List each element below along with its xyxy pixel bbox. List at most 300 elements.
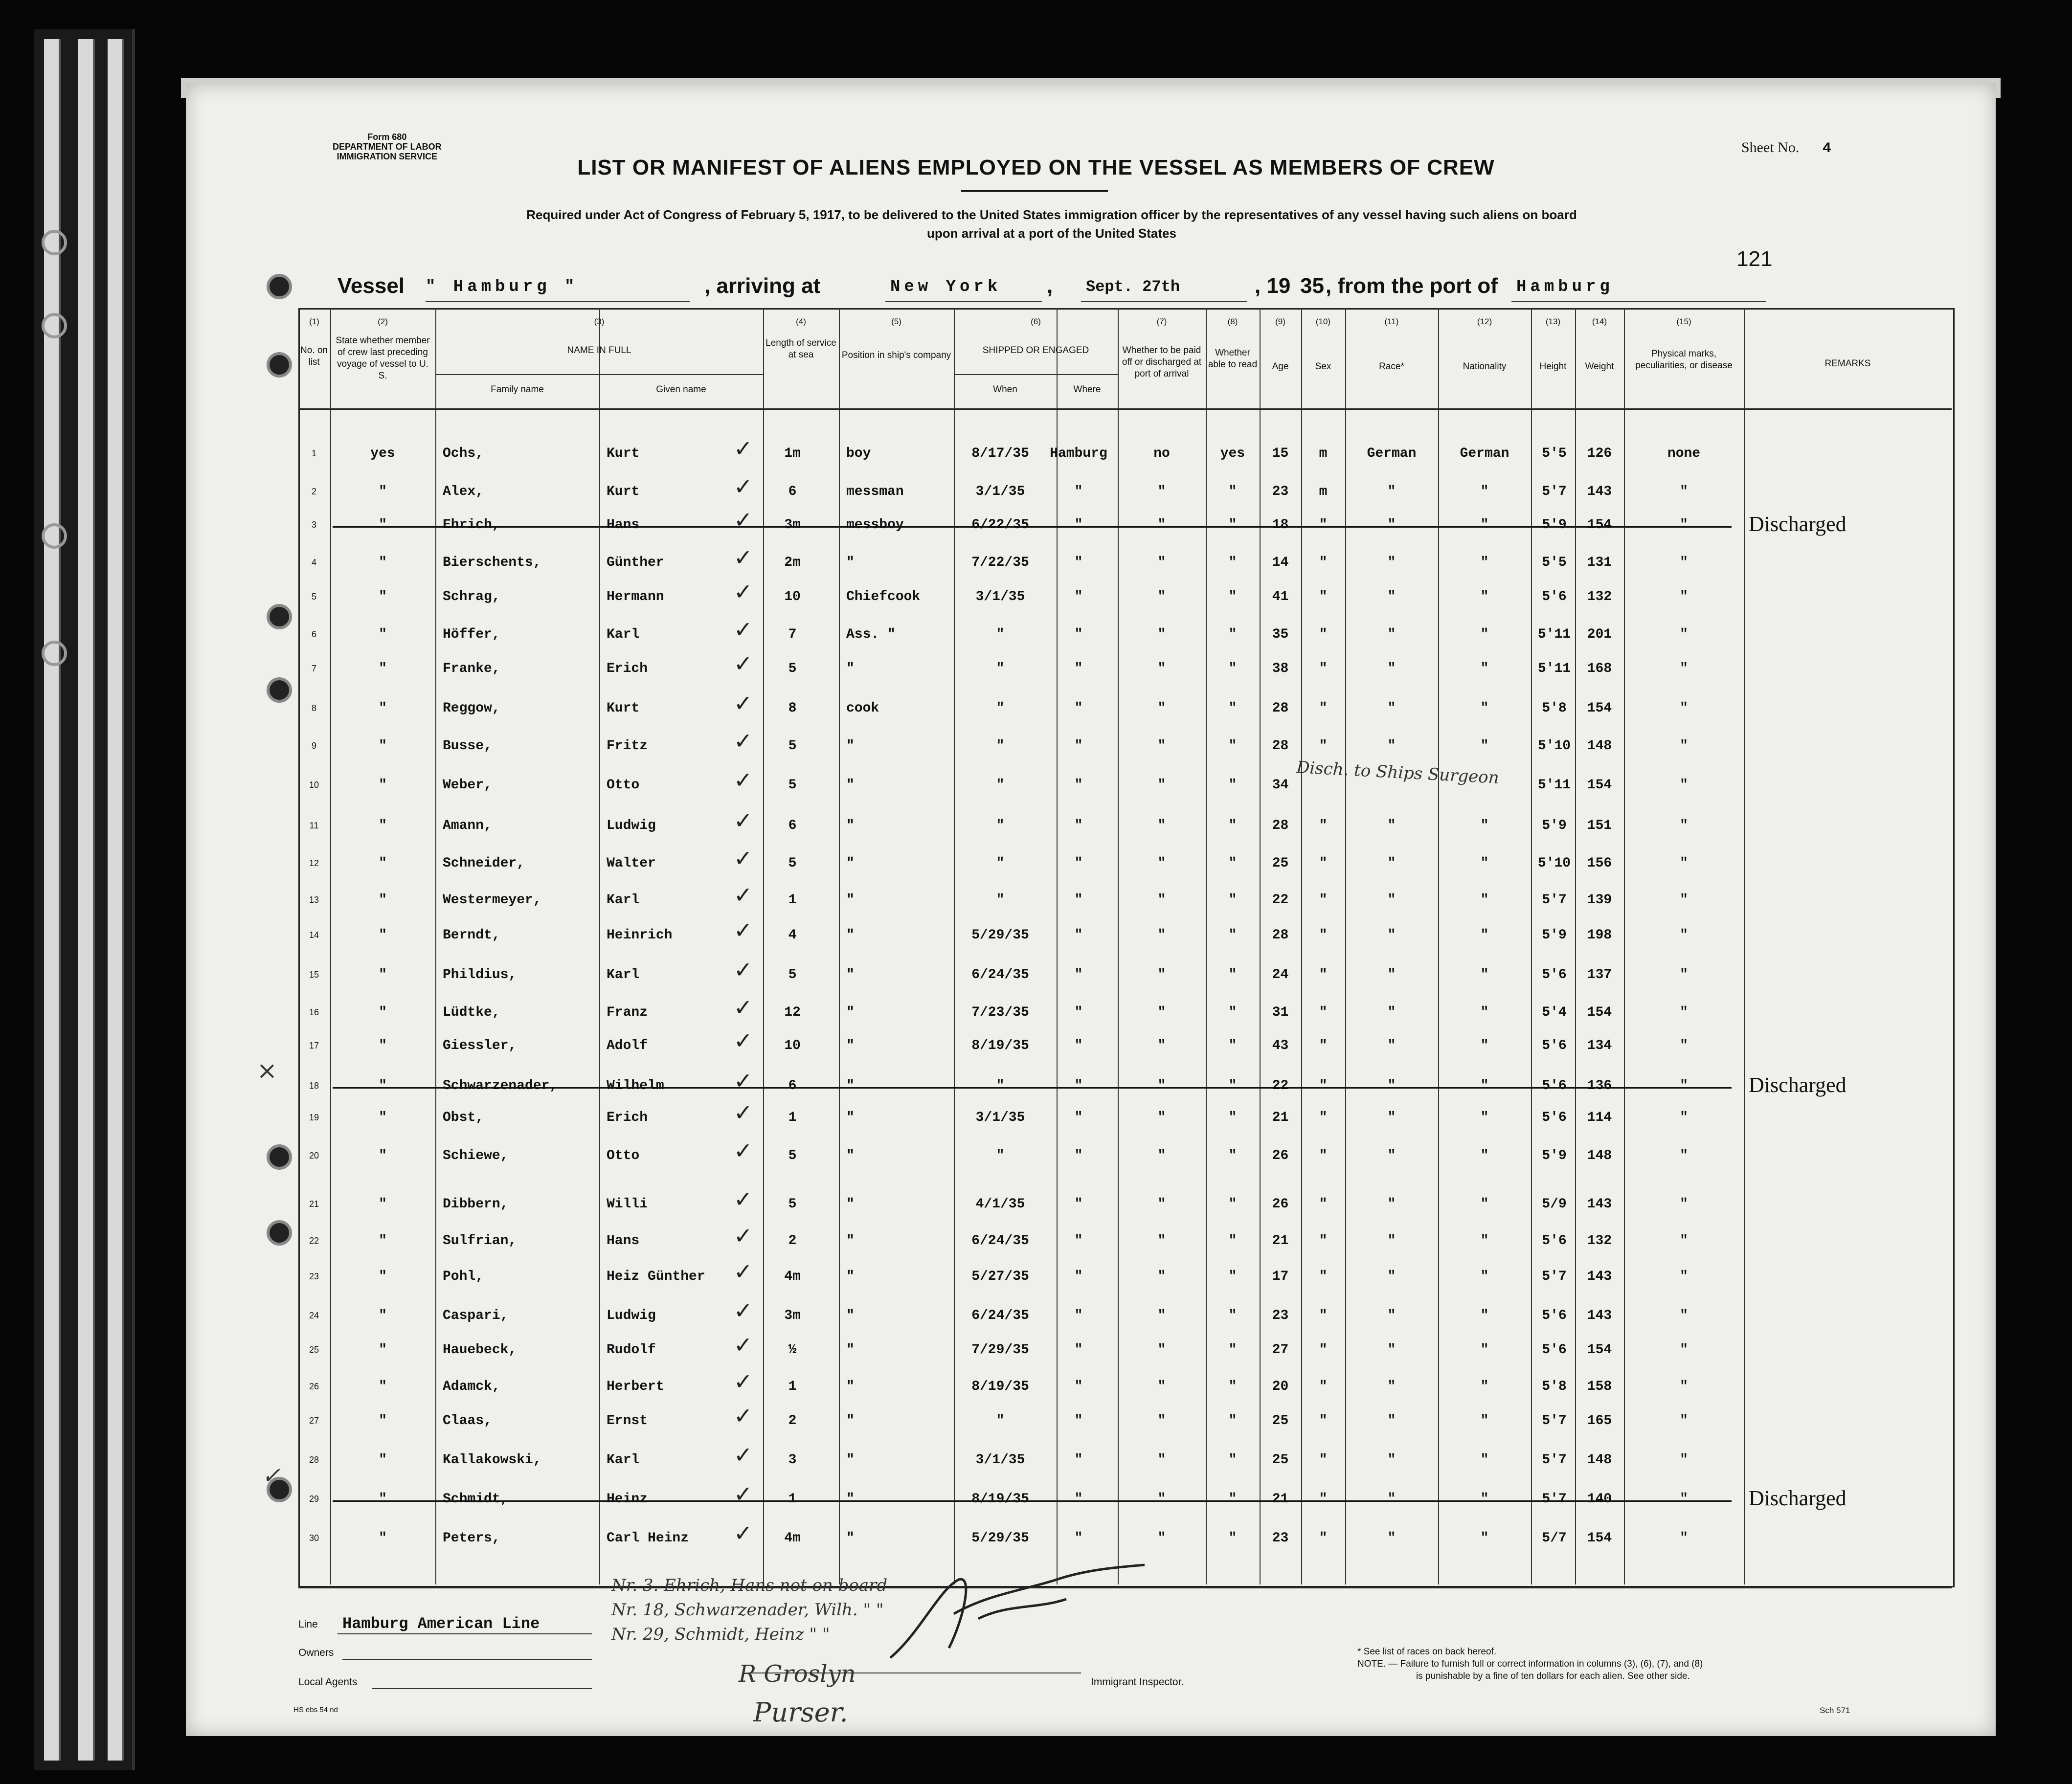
cell-when: 3/1/35: [975, 589, 1025, 604]
cell-weight: 168: [1587, 661, 1612, 676]
col-divider: [1206, 308, 1207, 1584]
cell-position: messman: [846, 484, 904, 499]
cell-service: 3m: [784, 1308, 801, 1323]
cell-sex: ": [1319, 967, 1328, 982]
cell-position: ": [846, 1233, 855, 1249]
cell-sex: ": [1319, 1413, 1328, 1428]
cell-family: Obst,: [443, 1110, 484, 1125]
cell-service: 4m: [784, 1531, 801, 1546]
cell-marks: ": [1680, 1197, 1688, 1212]
cell-paid: ": [1157, 661, 1166, 676]
cell-prev: ": [379, 1452, 387, 1468]
cell-prev: ": [379, 701, 387, 716]
row-number: 8: [311, 703, 316, 713]
manifest-table: [298, 308, 1955, 1587]
cell-age: 14: [1272, 555, 1289, 570]
cell-position: ": [846, 818, 855, 833]
cell-given: Kurt: [607, 701, 640, 716]
col-header-read: Whether able to read: [1208, 348, 1258, 370]
cell-prev: ": [379, 1078, 387, 1093]
line-value: Hamburg American Line: [342, 1615, 540, 1633]
cell-weight: 154: [1587, 1005, 1612, 1020]
cell-where: ": [1074, 1492, 1083, 1507]
cell-height: 5'9: [1542, 517, 1567, 533]
cell-when: 7/22/35: [971, 555, 1029, 570]
row-number: 17: [309, 1041, 319, 1050]
cell-marks: ": [1680, 1110, 1688, 1125]
cell-nat: ": [1480, 1531, 1489, 1546]
cell-sex: ": [1319, 555, 1328, 570]
cell-weight: 143: [1587, 484, 1612, 499]
check-mark: ✓: [734, 957, 753, 983]
cell-read: ": [1228, 1197, 1237, 1212]
cell-marks: ": [1680, 701, 1688, 716]
handwritten-footnote: Nr. 18, Schwarzenader, Wilh. " ": [611, 1600, 884, 1620]
cell-position: ": [846, 661, 855, 676]
cell-nat: ": [1480, 1038, 1489, 1053]
row-number: 25: [309, 1345, 319, 1355]
col-divider: [330, 308, 331, 1584]
cell-age: 31: [1272, 1005, 1289, 1020]
cell-service: 8: [788, 701, 797, 716]
check-mark: ✓: [734, 1186, 753, 1212]
cell-read: ": [1228, 555, 1237, 570]
cell-family: Schiewe,: [443, 1148, 509, 1163]
subheader-rule: [435, 374, 763, 375]
cell-read: ": [1228, 627, 1237, 642]
document-subtitle: [440, 205, 1663, 243]
cell-family: Phildius,: [443, 967, 517, 982]
cell-prev: ": [379, 1492, 387, 1507]
cell-family: Kallakowski,: [443, 1452, 541, 1468]
cell-when: ": [996, 701, 1005, 716]
cell-nat: ": [1480, 555, 1489, 570]
cell-read: ": [1228, 738, 1237, 754]
col-header-prev-voyage: State whether member of crew last preceding voyage of vessel to U. S.: [336, 335, 430, 381]
check-mark: ✓: [734, 1297, 753, 1324]
cell-given: Heinrich: [607, 928, 673, 943]
cell-when: 7/29/35: [971, 1342, 1029, 1358]
cell-sex: ": [1319, 1038, 1328, 1053]
cell-service: 6: [788, 484, 797, 499]
remark-discharged: Discharged: [1749, 512, 1847, 536]
col-header-when: When: [993, 384, 1017, 395]
vessel-line: [338, 274, 405, 298]
cell-read: ": [1228, 1452, 1237, 1468]
department-label: DEPARTMENT OF LABOR: [333, 142, 442, 152]
title-rule: [961, 190, 1108, 192]
cell-read: ": [1228, 1531, 1237, 1546]
cell-race: ": [1387, 1197, 1396, 1212]
cell-sex: ": [1319, 1269, 1328, 1284]
cell-height: 5'7: [1542, 484, 1567, 499]
cell-read: ": [1228, 1342, 1237, 1358]
cell-family: Schwarzenader,: [443, 1078, 558, 1093]
cell-when: 6/24/35: [971, 1233, 1029, 1249]
cell-given: Ludwig: [607, 1308, 656, 1323]
cell-where: ": [1074, 627, 1083, 642]
cell-given: Heinz: [607, 1492, 648, 1507]
cell-given: Herbert: [607, 1379, 664, 1394]
remark-discharged: Discharged: [1749, 1073, 1847, 1097]
col-num-3: (3): [594, 317, 605, 326]
cell-given: Walter: [607, 856, 656, 871]
cell-where: ": [1074, 1233, 1083, 1249]
cell-height: 5'9: [1542, 818, 1567, 833]
col-header-height: Height: [1539, 361, 1567, 372]
cell-height: 5'6: [1542, 1110, 1567, 1125]
cell-age: 25: [1272, 1452, 1289, 1468]
cell-prev: ": [379, 1110, 387, 1125]
cell-position: ": [846, 1148, 855, 1163]
cell-paid: ": [1157, 1038, 1166, 1053]
cell-age: 20: [1272, 1379, 1289, 1394]
cell-nat: ": [1480, 1413, 1489, 1428]
cell-prev: ": [379, 892, 387, 908]
col-num-6: (6): [1031, 317, 1041, 326]
cell-sex: ": [1319, 1342, 1328, 1358]
cell-given: Willi: [607, 1197, 648, 1212]
binder-hole: [42, 641, 67, 666]
cell-nat: ": [1480, 1148, 1489, 1163]
row-number: 1: [311, 448, 316, 458]
cell-position: ": [846, 1197, 855, 1212]
check-mark: ✓: [734, 994, 753, 1021]
cell-position: cook: [846, 701, 879, 716]
strikethrough-line: [333, 1087, 1732, 1089]
cell-weight: 148: [1587, 738, 1612, 754]
underline: [426, 301, 690, 302]
cell-position: ": [846, 1078, 855, 1093]
cell-race: ": [1387, 1379, 1396, 1394]
col-header-nationality: Nationality: [1463, 361, 1507, 372]
cell-service: 10: [784, 1038, 801, 1053]
cell-race: ": [1387, 1413, 1396, 1428]
col-header-weight: Weight: [1585, 361, 1614, 372]
check-mark: ✓: [734, 845, 753, 871]
cell-prev: ": [379, 1531, 387, 1546]
cell-sex: ": [1319, 856, 1328, 871]
row-number: 16: [309, 1007, 319, 1017]
cell-age: 26: [1272, 1197, 1289, 1212]
cell-weight: 143: [1587, 1308, 1612, 1323]
cell-sex: ": [1319, 589, 1328, 604]
cell-family: Ochs,: [443, 446, 484, 461]
cell-marks: ": [1680, 1379, 1688, 1394]
cell-weight: 132: [1587, 1233, 1612, 1249]
binder-hole: [42, 230, 67, 255]
cell-prev: ": [379, 928, 387, 943]
cell-prev: ": [379, 589, 387, 604]
cell-nat: ": [1480, 1269, 1489, 1284]
row-number: 30: [309, 1533, 319, 1543]
cell-read: ": [1228, 818, 1237, 833]
cell-where: ": [1074, 738, 1083, 754]
cell-service: 3: [788, 1452, 797, 1468]
cell-marks: ": [1680, 517, 1688, 533]
cell-height: 5/7: [1542, 1531, 1567, 1546]
cell-weight: 154: [1587, 701, 1612, 716]
row-number: 11: [309, 821, 319, 830]
margin-check-mark: ✓: [262, 1462, 281, 1489]
cell-weight: 198: [1587, 928, 1612, 943]
cell-race: ": [1387, 1531, 1396, 1546]
cell-paid: ": [1157, 701, 1166, 716]
cell-position: ": [846, 1452, 855, 1468]
cell-marks: ": [1680, 1342, 1688, 1358]
cell-where: ": [1074, 555, 1083, 570]
cell-marks: ": [1680, 1005, 1688, 1020]
cell-position: ": [846, 1531, 855, 1546]
cell-where: ": [1074, 778, 1083, 793]
cell-where: ": [1074, 1531, 1083, 1546]
col-divider: [954, 308, 955, 1584]
cell-paid: ": [1157, 1110, 1166, 1125]
cell-height: 5'11: [1537, 627, 1571, 642]
cell-height: 5'7: [1542, 892, 1567, 908]
cell-service: 2: [788, 1413, 797, 1428]
cell-read: ": [1228, 484, 1237, 499]
col-num-9: (9): [1275, 317, 1285, 326]
cell-prev: ": [379, 1148, 387, 1163]
check-mark: ✓: [734, 1403, 753, 1429]
cell-read: yes: [1220, 446, 1245, 461]
cell-nat: ": [1480, 1078, 1489, 1093]
header-rule: [298, 408, 1952, 410]
cell-nat: ": [1480, 1379, 1489, 1394]
cell-paid: ": [1157, 1078, 1166, 1093]
cell-age: 22: [1272, 1078, 1289, 1093]
cell-nat: ": [1480, 1308, 1489, 1323]
cell-position: ": [846, 1269, 855, 1284]
cell-when: 6/24/35: [971, 967, 1029, 982]
col-header-paid-off: Whether to be paid off or discharged at port of arrival: [1122, 345, 1202, 379]
punch-hole: [267, 352, 292, 378]
cell-weight: 134: [1587, 1038, 1612, 1053]
cell-sex: ": [1319, 1233, 1328, 1249]
cell-age: 18: [1272, 517, 1289, 533]
row-number: 10: [309, 780, 319, 790]
cell-service: 10: [784, 589, 801, 604]
cell-nat: ": [1480, 661, 1489, 676]
cell-service: 3m: [784, 517, 801, 533]
cell-sex: ": [1319, 1452, 1328, 1468]
cell-race: ": [1387, 1233, 1396, 1249]
check-mark: ✓: [734, 882, 753, 908]
cell-height: 5'6: [1542, 589, 1567, 604]
cell-sex: ": [1319, 661, 1328, 676]
cell-nat: ": [1480, 627, 1489, 642]
cell-sex: ": [1319, 1005, 1328, 1020]
row-number: 22: [309, 1236, 319, 1246]
cell-weight: 137: [1587, 967, 1612, 982]
cell-race: ": [1387, 967, 1396, 982]
strikethrough-line: [333, 1500, 1732, 1502]
cell-service: 6: [788, 1078, 797, 1093]
cell-read: ": [1228, 892, 1237, 908]
cell-paid: ": [1157, 484, 1166, 499]
col-divider: [1118, 308, 1119, 1584]
row-number: 27: [309, 1416, 319, 1426]
underline: [342, 1659, 592, 1660]
cell-prev: ": [379, 661, 387, 676]
cell-where: ": [1074, 661, 1083, 676]
cell-race: ": [1387, 517, 1396, 533]
cell-nat: ": [1480, 967, 1489, 982]
cell-where: ": [1074, 1452, 1083, 1468]
cell-family: Ehrich,: [443, 517, 500, 533]
cell-marks: ": [1680, 661, 1688, 676]
vessel-name: " Hamburg ": [426, 278, 579, 296]
cell-prev: ": [379, 1413, 387, 1428]
cell-age: 43: [1272, 1038, 1289, 1053]
cell-position: Chiefcook: [846, 589, 921, 604]
cell-given: Karl: [607, 892, 640, 908]
cell-height: 5'8: [1542, 1379, 1567, 1394]
check-mark: ✓: [734, 1223, 753, 1249]
cell-service: 5: [788, 967, 797, 982]
cell-sex: ": [1319, 1379, 1328, 1394]
subtitle-line: Required under Act of Congress of February 5, 1917, to be delivered to the United States immigration officer by the representatives of any vessel having such aliens on board: [526, 207, 1577, 222]
cell-position: Ass. ": [846, 627, 896, 642]
cell-paid: ": [1157, 1413, 1166, 1428]
cell-when: 8/19/35: [971, 1038, 1029, 1053]
cell-paid: no: [1153, 446, 1170, 461]
cell-paid: ": [1157, 517, 1166, 533]
cell-family: Schrag,: [443, 589, 500, 604]
cell-position: ": [846, 1492, 855, 1507]
comma-sep: ,: [1047, 274, 1053, 298]
cell-given: Fritz: [607, 738, 648, 754]
cell-sex: ": [1319, 517, 1328, 533]
cell-height: 5'6: [1542, 1342, 1567, 1358]
cell-given: Kurt: [607, 484, 640, 499]
cell-sex: m: [1319, 484, 1328, 499]
cell-age: 15: [1272, 446, 1289, 461]
cell-when: ": [996, 818, 1005, 833]
from-port-label: , from the port of: [1326, 274, 1498, 298]
cell-read: ": [1228, 517, 1237, 533]
check-mark: ✓: [734, 690, 753, 716]
inspector-label: Immigrant Inspector.: [1091, 1676, 1184, 1688]
cell-age: 38: [1272, 661, 1289, 676]
check-mark: ✓: [734, 1258, 753, 1285]
punch-hole: [267, 1144, 292, 1170]
cell-race: ": [1387, 701, 1396, 716]
row-number: 21: [309, 1199, 319, 1209]
cell-given: Hermann: [607, 589, 664, 604]
arriving-port: New York: [890, 278, 1002, 296]
races-note: * See list of races on back hereof.: [1357, 1647, 1497, 1657]
cell-nat: ": [1480, 1492, 1489, 1507]
cell-nat: ": [1480, 738, 1489, 754]
cell-service: 1: [788, 1110, 797, 1125]
cell-when: 3/1/35: [975, 1110, 1025, 1125]
cell-age: 28: [1272, 701, 1289, 716]
cell-where: ": [1074, 1110, 1083, 1125]
cell-position: messboy: [846, 517, 904, 533]
cell-marks: ": [1680, 1413, 1688, 1428]
cell-read: ": [1228, 1379, 1237, 1394]
cell-sex: ": [1319, 1197, 1328, 1212]
cell-height: 5'6: [1542, 1233, 1567, 1249]
cell-weight: 154: [1587, 1342, 1612, 1358]
cell-when: ": [996, 661, 1005, 676]
cell-nat: ": [1480, 517, 1489, 533]
binder-strip: [108, 39, 124, 1761]
cell-height: 5'5: [1542, 555, 1567, 570]
cell-paid: ": [1157, 928, 1166, 943]
row-number: 20: [309, 1151, 319, 1160]
cell-position: ": [846, 1038, 855, 1053]
cell-service: 5: [788, 856, 797, 871]
cell-race: ": [1387, 1269, 1396, 1284]
cell-read: ": [1228, 589, 1237, 604]
cell-age: 27: [1272, 1342, 1289, 1358]
cell-nat: ": [1480, 1110, 1489, 1125]
cell-weight: 154: [1587, 1531, 1612, 1546]
cell-where: ": [1074, 484, 1083, 499]
row-number: 5: [311, 592, 316, 602]
col-header-where: Where: [1073, 384, 1101, 395]
check-mark: ✓: [734, 767, 753, 793]
cell-where: ": [1074, 1197, 1083, 1212]
cell-paid: ": [1157, 1379, 1166, 1394]
check-mark: ✓: [734, 579, 753, 605]
cell-height: 5'7: [1542, 1269, 1567, 1284]
cell-when: ": [996, 1148, 1005, 1163]
cell-when: ": [996, 627, 1005, 642]
check-mark: ✓: [734, 1027, 753, 1054]
subheader-rule: [954, 374, 1118, 375]
cell-family: Weber,: [443, 778, 492, 793]
cell-paid: ": [1157, 967, 1166, 982]
cell-family: Caspari,: [443, 1308, 509, 1323]
cell-given: Erich: [607, 661, 648, 676]
cell-sex: ": [1319, 701, 1328, 716]
cell-position: ": [846, 778, 855, 793]
cell-height: 5'7: [1542, 1452, 1567, 1468]
cell-height: 5'9: [1542, 928, 1567, 943]
cell-where: ": [1074, 967, 1083, 982]
cell-service: 1: [788, 1379, 797, 1394]
cell-paid: ": [1157, 1197, 1166, 1212]
cell-nat: ": [1480, 818, 1489, 833]
document-title: LIST OR MANIFEST OF ALIENS EMPLOYED ON THE VESSEL AS MEMBERS OF CREW: [577, 156, 1495, 179]
cell-family: Sulfrian,: [443, 1233, 517, 1249]
col-header-remarks: REMARKS: [1824, 358, 1871, 369]
cell-marks: ": [1680, 1078, 1688, 1093]
cell-read: ": [1228, 1413, 1237, 1428]
cell-prev: ": [379, 1038, 387, 1053]
cell-service: 6: [788, 818, 797, 833]
page-number: 121: [1736, 247, 1773, 271]
cell-where: ": [1074, 818, 1083, 833]
cell-prev: ": [379, 856, 387, 871]
owners-label: Owners: [298, 1647, 334, 1658]
from-port: Hamburg: [1516, 278, 1614, 296]
cell-position: ": [846, 856, 855, 871]
cell-given: Günther: [607, 555, 664, 570]
cell-marks: ": [1680, 778, 1688, 793]
cell-sex: ": [1319, 1110, 1328, 1125]
remark-discharged: Discharged: [1749, 1486, 1847, 1510]
cell-when: 5/27/35: [971, 1269, 1029, 1284]
cell-service: 5: [788, 661, 797, 676]
cell-family: Berndt,: [443, 928, 500, 943]
col-num-1: (1): [309, 317, 319, 326]
cell-prev: ": [379, 555, 387, 570]
